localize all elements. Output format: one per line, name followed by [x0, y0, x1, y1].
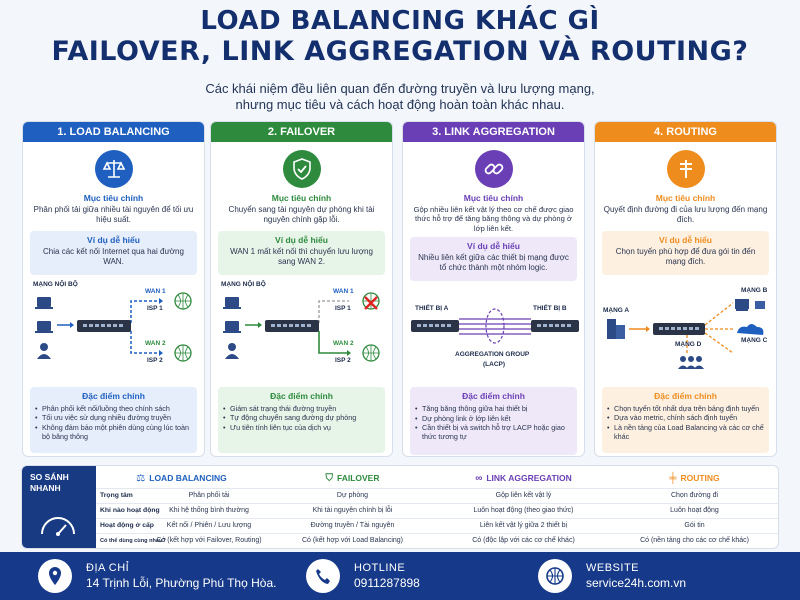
- aggregation-links-svg: [403, 285, 585, 383]
- isp2-label: ISP 2: [335, 357, 351, 364]
- device-a: [411, 320, 459, 332]
- router-device: [265, 320, 319, 332]
- wan2-label: WAN 2: [333, 340, 354, 347]
- location-pin-icon: [38, 559, 72, 593]
- features-title: Đặc điểm chính: [462, 391, 525, 402]
- features-box: [602, 387, 769, 453]
- card-header: 4. ROUTING: [595, 122, 776, 142]
- address-text: 14 Trịnh Lỗi, Phường Phú Thọ Hòa.: [86, 576, 277, 590]
- goal-text: Chuyển sang tài nguyên dự phòng khi tài nguyên chính gặp lỗi.: [228, 205, 375, 224]
- features-title: Đặc điểm chính: [654, 391, 717, 401]
- example-box: [218, 231, 385, 275]
- table-cell: Luôn hoạt động: [670, 507, 719, 514]
- subtitle-line-1: Các khái niệm đều liên quan đến đường truyền và lưu lượng mạng,: [205, 81, 595, 96]
- table-cell: Khi tài nguyên chính bị lỗi: [312, 507, 393, 514]
- address-label: ĐỊA CHỈ: [86, 562, 130, 574]
- example-box: [30, 231, 197, 275]
- comparison-label: SO SÁNH NHANH: [30, 472, 69, 493]
- lacp-label: (LACP): [483, 361, 506, 369]
- feature-item: • Tăng băng thông giữa hai thiết bị: [415, 404, 572, 413]
- table-cell: Kết nối / Phiên / Lưu lượng: [166, 522, 252, 529]
- features-title: Đặc điểm chính: [270, 391, 333, 401]
- isp1-label: ISP 1: [335, 305, 351, 312]
- table-cell: Có (nền tảng cho các cơ chế khác): [640, 537, 749, 544]
- goal-title: Mục tiêu chính: [271, 193, 332, 203]
- footer-address: [38, 559, 276, 593]
- card-header: 2. FAILOVER: [211, 122, 392, 142]
- hotline-number[interactable]: 0911287898: [354, 576, 420, 590]
- goal-title: Mục tiêu chính: [655, 193, 716, 203]
- compare-row-level: [96, 518, 779, 533]
- card-header: 1. LOAD BALANCING: [23, 122, 204, 142]
- title-line-2: FAILOVER, LINK AGGREGATION VÀ ROUTING?: [51, 36, 749, 67]
- link-icon: ∞: [475, 472, 483, 484]
- routing-diagram: [595, 279, 776, 383]
- feature-item: • Giám sát trạng thái đường truyền: [223, 404, 380, 413]
- isp2-label: ISP 2: [147, 357, 163, 364]
- compare-row-focus: [96, 488, 779, 503]
- feature-item: • Cần thiết bị và switch hỗ trợ LACP hoặc giao thức tương tự: [415, 423, 572, 442]
- feature-item: • Không đảm bảo một phiên dùng cùng lúc toàn bộ băng thông: [35, 423, 192, 442]
- card-header: 3. LINK AGGREGATION: [403, 122, 584, 142]
- row-label: Trọng tâm: [100, 492, 133, 499]
- diagram-label-lan: MẠNG NỘI BỘ: [221, 281, 266, 288]
- footer-website: [538, 559, 686, 593]
- compare-header-link-aggregation: ∞ LINK AGGREGATION: [475, 472, 572, 484]
- globe-icon: [538, 559, 572, 593]
- shield-check-icon: ⛉: [325, 472, 333, 484]
- features-box: [30, 387, 197, 453]
- footer-bar: [0, 552, 800, 600]
- table-cell: Gộp liên kết vật lý: [495, 492, 552, 499]
- table-cell: Đường truyền / Tài nguyên: [310, 522, 395, 529]
- page-subtitle: [0, 81, 800, 113]
- diagram-label-lan: MẠNG NỘI BỘ: [33, 281, 78, 288]
- load-balancing-diagram: [23, 279, 204, 383]
- footer-hotline: [306, 559, 420, 593]
- scale-icon: [95, 150, 133, 188]
- device-b: [531, 320, 579, 332]
- title-line-1: LOAD BALANCING KHÁC GÌ: [200, 6, 600, 36]
- card-failover: [210, 121, 393, 457]
- network-b-label: MẠNG B: [741, 287, 768, 294]
- feature-item: • Chọn tuyến tốt nhất dựa trên bảng định tuyến: [607, 404, 764, 413]
- page-title: [0, 6, 800, 68]
- table-cell: Có (kết hợp với Load Balancing): [301, 537, 403, 544]
- example-title: Ví dụ dễ hiểu: [659, 235, 712, 245]
- goal-title: Mục tiêu chính: [83, 193, 144, 203]
- goal-text: Gộp nhiều liên kết vật lý theo cơ chế được giao thức hỗ trợ để tăng băng thông và dự phòng ở lớp liên kết.: [413, 205, 574, 233]
- isp1-label: ISP 1: [147, 305, 163, 312]
- aggregation-group-label: AGGREGATION GROUP: [455, 351, 530, 359]
- compare-header-routing: ╪ ROUTING: [669, 472, 720, 484]
- subtitle-line-2: nhưng mục tiêu và cách hoạt động hoàn toàn khác nhau.: [235, 97, 565, 112]
- table-cell: Có (kết hợp với Failover, Routing): [156, 537, 262, 544]
- row-label: Có thể dùng cùng nhau?: [100, 538, 166, 544]
- website-label: WEBSITE: [586, 562, 640, 574]
- goal-text: Quyết định đường đi của lưu lượng đến mạng đích.: [603, 205, 768, 224]
- signpost-icon: ╪: [669, 472, 677, 484]
- feature-item: • Dựa vào metric, chính sách định tuyến: [607, 413, 764, 422]
- table-cell: Dự phòng: [336, 492, 369, 499]
- compare-row-when: [96, 503, 779, 518]
- feature-item: • Ưu tiên tính liên tục của dịch vụ: [223, 423, 380, 432]
- device-a-label: THIẾT BỊ A: [415, 305, 449, 313]
- compare-header-failover: ⛉ FAILOVER: [325, 472, 380, 484]
- network-d-label: MẠNG D: [675, 341, 702, 348]
- device-b-label: THIẾT BỊ B: [533, 305, 567, 313]
- table-cell: Liên kết vật lý giữa 2 thiết bị: [479, 522, 568, 529]
- signpost-icon: [667, 150, 705, 188]
- goal-title: Mục tiêu chính: [463, 193, 524, 203]
- wan1-label: WAN 1: [333, 288, 354, 295]
- table-cell: Gói tin: [684, 522, 705, 529]
- failover-diagram: [211, 279, 392, 383]
- example-title: Ví dụ dễ hiểu: [87, 235, 140, 245]
- router-device: [77, 320, 131, 332]
- feature-item: • Dự phòng link ở lớp liên kết: [415, 414, 572, 423]
- card-load-balancing: [22, 121, 205, 457]
- features-box: [410, 387, 577, 455]
- hotline-label: HOTLINE: [354, 562, 406, 574]
- example-text: WAN 1 mất kết nối thì chuyển lưu lượng sang WAN 2.: [230, 247, 373, 266]
- network-c-label: MẠNG C: [741, 337, 768, 344]
- example-box: [410, 237, 577, 281]
- features-box: [218, 387, 385, 453]
- shield-check-icon: [283, 150, 321, 188]
- link-icon: [475, 150, 513, 188]
- comparison-table: [21, 465, 779, 549]
- scale-icon: ⚖: [136, 472, 146, 484]
- table-cell: Khi hệ thống bình thường: [169, 507, 249, 514]
- compare-row-combine: [96, 533, 779, 548]
- speedometer-icon: [36, 506, 80, 540]
- website-link[interactable]: service24h.com.vn: [586, 576, 687, 590]
- table-cell: Luôn hoạt động (theo giao thức): [473, 507, 574, 514]
- compare-header-load-balancing: ⚖ LOAD BALANCING: [136, 472, 227, 484]
- feature-item: • Phân phối kết nối/luồng theo chính sách: [35, 404, 192, 413]
- table-cell: Có (độc lập với các cơ chế khác): [472, 537, 575, 544]
- comparison-label-panel: [22, 466, 96, 549]
- feature-item: • Tối ưu việc sử dụng nhiều đường truyền: [35, 413, 192, 422]
- router-device: [653, 323, 705, 335]
- card-routing: [594, 121, 777, 457]
- row-label: Hoạt động ở cấp: [100, 522, 154, 529]
- phone-icon: [306, 559, 340, 593]
- example-title: Ví dụ dễ hiểu: [467, 241, 520, 252]
- example-box: [602, 231, 769, 275]
- goal-text: Phân phối tải giữa nhiều tài nguyên để tối ưu hiệu suất.: [33, 205, 194, 224]
- link-aggregation-diagram: [403, 285, 584, 383]
- example-text: Chia các kết nối Internet qua hai đường WAN.: [43, 247, 184, 266]
- features-title: Đặc điểm chính: [82, 391, 145, 401]
- feature-item: • Là nền tảng của Load Balancing và các cơ chế khác: [607, 423, 764, 442]
- table-cell: Phân phối tải: [188, 492, 230, 499]
- feature-item: • Tự động chuyển sang đường dự phòng: [223, 413, 380, 422]
- example-title: Ví dụ dễ hiểu: [275, 235, 328, 245]
- table-cell: Chọn đường đi: [670, 492, 719, 499]
- network-a-label: MẠNG A: [603, 307, 630, 314]
- wan2-label: WAN 2: [145, 340, 166, 347]
- wan1-label: WAN 1: [145, 288, 166, 295]
- example-text: Chọn tuyến phù hợp để đưa gói tin đến mạng đích.: [615, 247, 756, 266]
- row-label: Khi nào hoạt động: [100, 507, 160, 514]
- card-link-aggregation: [402, 121, 585, 457]
- example-text: Nhiều liên kết giữa các thiết bị mạng được tổ chức thành một nhóm logic.: [418, 253, 569, 273]
